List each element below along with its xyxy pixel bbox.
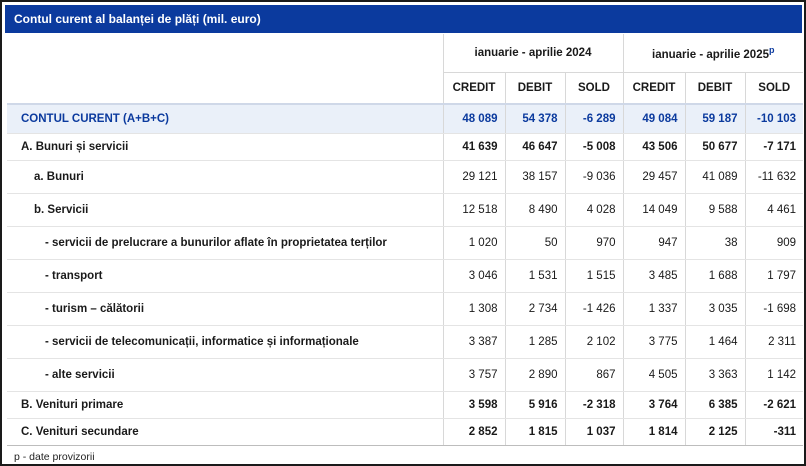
cell-credit-2025: 4 505 (623, 358, 685, 391)
cell-credit-2025: 14 049 (623, 193, 685, 226)
cell-debit-2024: 2 734 (505, 292, 565, 325)
header-row-columns (7, 72, 803, 104)
table-row-processing-services (7, 226, 803, 259)
cell-sold-2024: 867 (565, 358, 623, 391)
cell-sold-2024: 970 (565, 226, 623, 259)
cell-sold-2025: -311 (745, 418, 803, 445)
header-blank-cell (7, 72, 443, 104)
row-label: - alte servicii (7, 358, 443, 391)
provisional-marker: p (769, 44, 775, 55)
column-header-sold-2024: SOLD (565, 72, 623, 104)
header-blank-cell (7, 34, 443, 72)
balance-of-payments-table (7, 34, 803, 446)
table-title: Contul curent al balanței de plăți (mil. euro) (5, 5, 802, 33)
table-row-secondary-income (7, 418, 803, 445)
cell-credit-2025: 3 764 (623, 391, 685, 418)
cell-credit-2024: 48 089 (443, 104, 505, 133)
cell-sold-2024: -5 008 (565, 133, 623, 160)
cell-sold-2025: -10 103 (745, 104, 803, 133)
table-row-travel (7, 292, 803, 325)
cell-sold-2024: -1 426 (565, 292, 623, 325)
cell-credit-2024: 1 308 (443, 292, 505, 325)
cell-sold-2025: 909 (745, 226, 803, 259)
column-header-sold-2025: SOLD (745, 72, 803, 104)
cell-credit-2024: 3 387 (443, 325, 505, 358)
footnote: p - date provizorii (14, 451, 95, 463)
cell-debit-2024: 5 916 (505, 391, 565, 418)
cell-sold-2024: 1 037 (565, 418, 623, 445)
cell-debit-2025: 3 035 (685, 292, 745, 325)
cell-credit-2024: 12 518 (443, 193, 505, 226)
cell-credit-2024: 3 598 (443, 391, 505, 418)
cell-credit-2025: 1 337 (623, 292, 685, 325)
row-label: - servicii de prelucrare a bunurilor aflate în proprietatea terților (7, 226, 443, 259)
cell-debit-2024: 8 490 (505, 193, 565, 226)
cell-sold-2025: 2 311 (745, 325, 803, 358)
cell-sold-2024: -6 289 (565, 104, 623, 133)
column-header-credit-2024: CREDIT (443, 72, 505, 104)
column-header-credit-2025: CREDIT (623, 72, 685, 104)
cell-sold-2024: 2 102 (565, 325, 623, 358)
cell-debit-2024: 46 647 (505, 133, 565, 160)
cell-debit-2024: 1 531 (505, 259, 565, 292)
cell-credit-2024: 3 757 (443, 358, 505, 391)
cell-debit-2025: 59 187 (685, 104, 745, 133)
table-row-telecom-it (7, 325, 803, 358)
table-row-other-services (7, 358, 803, 391)
cell-debit-2025: 1 464 (685, 325, 745, 358)
column-header-debit-2024: DEBIT (505, 72, 565, 104)
cell-sold-2025: 1 142 (745, 358, 803, 391)
table-row-services (7, 193, 803, 226)
cell-credit-2024: 2 852 (443, 418, 505, 445)
cell-credit-2025: 49 084 (623, 104, 685, 133)
cell-credit-2024: 41 639 (443, 133, 505, 160)
header-row-periods (7, 34, 803, 72)
cell-sold-2024: -9 036 (565, 160, 623, 193)
cell-debit-2025: 6 385 (685, 391, 745, 418)
row-label: CONTUL CURENT (A+B+C) (7, 104, 443, 133)
cell-credit-2025: 29 457 (623, 160, 685, 193)
row-label: C. Venituri secundare (7, 418, 443, 445)
cell-debit-2025: 50 677 (685, 133, 745, 160)
cell-credit-2024: 3 046 (443, 259, 505, 292)
row-label: a. Bunuri (7, 160, 443, 193)
cell-debit-2024: 2 890 (505, 358, 565, 391)
cell-debit-2024: 1 285 (505, 325, 565, 358)
cell-sold-2025: -2 621 (745, 391, 803, 418)
cell-sold-2024: 4 028 (565, 193, 623, 226)
cell-debit-2025: 41 089 (685, 160, 745, 193)
cell-debit-2025: 3 363 (685, 358, 745, 391)
row-label: A. Bunuri și servicii (7, 133, 443, 160)
table-row-primary-income (7, 391, 803, 418)
cell-debit-2025: 9 588 (685, 193, 745, 226)
row-label: - transport (7, 259, 443, 292)
row-label: - servicii de telecomunicații, informatice și informaționale (7, 325, 443, 358)
table-row-current-account (7, 104, 803, 133)
period-header-2024: ianuarie - aprilie 2024 (443, 34, 623, 72)
cell-debit-2024: 1 815 (505, 418, 565, 445)
row-label: B. Venituri primare (7, 391, 443, 418)
column-header-debit-2025: DEBIT (685, 72, 745, 104)
cell-credit-2024: 1 020 (443, 226, 505, 259)
cell-sold-2025: -7 171 (745, 133, 803, 160)
table-row-goods (7, 160, 803, 193)
cell-sold-2025: -1 698 (745, 292, 803, 325)
cell-credit-2025: 3 485 (623, 259, 685, 292)
cell-credit-2025: 1 814 (623, 418, 685, 445)
cell-debit-2024: 54 378 (505, 104, 565, 133)
cell-credit-2025: 43 506 (623, 133, 685, 160)
cell-credit-2024: 29 121 (443, 160, 505, 193)
cell-debit-2025: 2 125 (685, 418, 745, 445)
cell-sold-2025: -11 632 (745, 160, 803, 193)
cell-sold-2024: -2 318 (565, 391, 623, 418)
cell-credit-2025: 947 (623, 226, 685, 259)
period-header-2025: ianuarie - aprilie 2025$^p$ (623, 34, 803, 72)
cell-sold-2024: 1 515 (565, 259, 623, 292)
cell-debit-2025: 1 688 (685, 259, 745, 292)
cell-sold-2025: 1 797 (745, 259, 803, 292)
row-label: - turism – călătorii (7, 292, 443, 325)
row-label: b. Servicii (7, 193, 443, 226)
table-row-transport (7, 259, 803, 292)
table-row-goods-services (7, 133, 803, 160)
cell-debit-2024: 38 157 (505, 160, 565, 193)
cell-sold-2025: 4 461 (745, 193, 803, 226)
cell-credit-2025: 3 775 (623, 325, 685, 358)
cell-debit-2025: 38 (685, 226, 745, 259)
cell-debit-2024: 50 (505, 226, 565, 259)
